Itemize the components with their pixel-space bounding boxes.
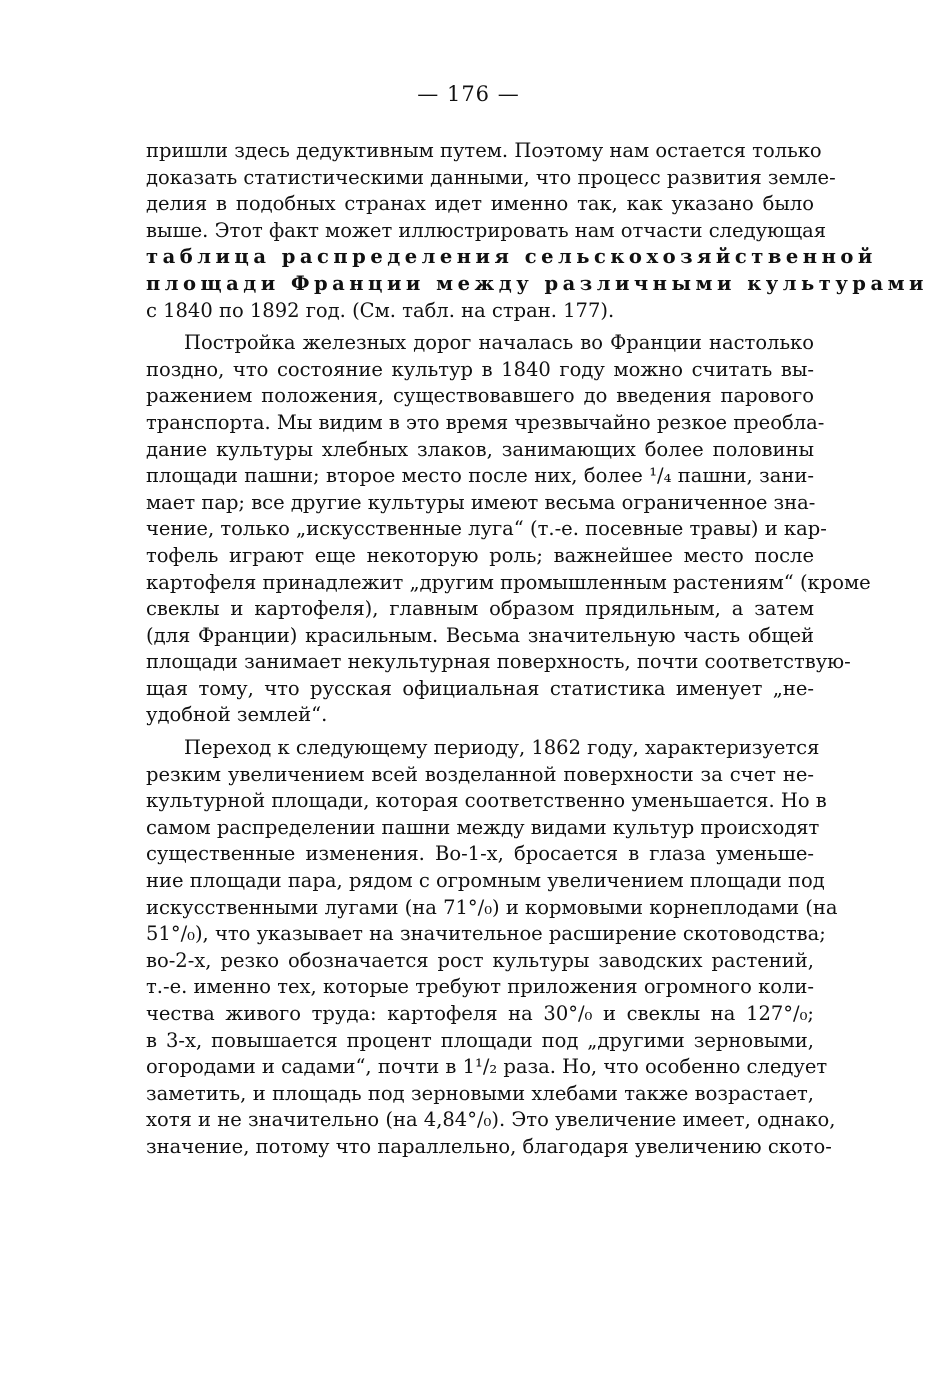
text-line: огородами и садами“, почти в 1¹/₂ раза. Но, что особенно следует	[146, 1055, 828, 1079]
text-line: щая тому, что русская официальная статистика именует „не-	[146, 676, 814, 700]
text-line: выше. Этот факт может иллюстрировать нам отчасти следующая	[146, 218, 827, 242]
paragraph	[146, 735, 838, 1161]
text-line: доказать статистическими данными, что процесс развития земле-	[146, 165, 836, 189]
text-line: хотя и не значительно (на 4,84°/₀). Это увеличение имеет, однако,	[146, 1108, 836, 1132]
text-line: с 1840 по 1892 год. (См. табл. на стран. 177).	[146, 298, 615, 322]
text-line: существенные изменения. Во-1-х, бросается в глаза уменьше-	[146, 842, 814, 866]
page-number: — 176 —	[417, 82, 520, 106]
text-line: Переход к следующему периоду, 1862 году, характеризуется	[184, 736, 820, 760]
text-line: чества живого труда: картофеля на 30°/₀ и свеклы на 127°/₀;	[146, 1002, 814, 1025]
text-line: пришли здесь дедуктивным путем. Поэтому нам остается только	[146, 139, 822, 162]
text-line: культурной площади, которая соответственно уменьшается. Но в	[146, 789, 827, 813]
text-line: площади пашни; второе место после них, более ¹/₄ пашни, зани-	[146, 464, 814, 488]
text-line: ние площади пара, рядом с огромным увеличением площади под	[146, 869, 825, 893]
text-line: удобной землей“.	[146, 703, 328, 727]
text-line: транспорта. Мы видим в это время чрезвычайно резкое преобла-	[146, 410, 825, 434]
text-line: поздно, что состояние культур в 1840 году можно считать вы-	[146, 357, 814, 381]
text-line: резким увеличением всей возделанной поверхности за счет не-	[146, 762, 814, 786]
text-line: дание культуры хлебных злаков, занимающих более половины	[146, 437, 814, 461]
text-line: в 3-х, повышается процент площади под „другими зерновыми,	[146, 1028, 814, 1052]
paragraph	[146, 330, 871, 729]
text-line: тофель играют еще некоторую роль; важнейшее место после	[146, 543, 814, 567]
text-line: свеклы и картофеля), главным образом прядильным, а затем	[146, 597, 814, 621]
text-line: делия в подобных странах идет именно так, как указано было	[146, 192, 814, 216]
paragraph	[146, 138, 928, 324]
text-line: заметить, и площадь под зерновыми хлебами также возрастает,	[146, 1081, 814, 1105]
text-line-emphasized: площади Франции между различными культурами	[146, 271, 928, 295]
text-line: чение, только „искусственные луга“ (т.-е. посевные травы) и кар-	[146, 517, 827, 541]
text-line: самом распределении пашни между видами культур происходят	[146, 815, 820, 839]
text-line: во-2-х, резко обозначается рост культуры заводских растений,	[146, 948, 814, 972]
text-line-emphasized: таблица распределения сельскохозяйственной	[146, 245, 877, 269]
text-line: т.-е. именно тех, которые требуют приложения огромного коли-	[146, 975, 814, 999]
text-line: значение, потому что параллельно, благодаря увеличению ското-	[146, 1134, 832, 1158]
text-line: (для Франции) красильным. Весьма значительную часть общей	[146, 623, 814, 647]
text-line: картофеля принадлежит „другим промышленным растениям“ (кроме	[146, 570, 871, 594]
text-line: искусственными лугами (на 71°/₀) и кормовыми корнеплодами (на	[146, 895, 838, 919]
text-line: 51°/₀), что указывает на значительное расширение скотоводства;	[146, 922, 826, 946]
text-line: Постройка железных дорог началась во Франции настолько	[184, 331, 814, 355]
text-line: мает пар; все другие культуры имеют весьма ограниченное зна-	[146, 490, 816, 514]
text-line: площади занимает некультурная поверхность, почти соответствую-	[146, 650, 851, 674]
body-text	[146, 138, 928, 1161]
text-line: ражением положения, существовавшего до введения парового	[146, 384, 814, 408]
